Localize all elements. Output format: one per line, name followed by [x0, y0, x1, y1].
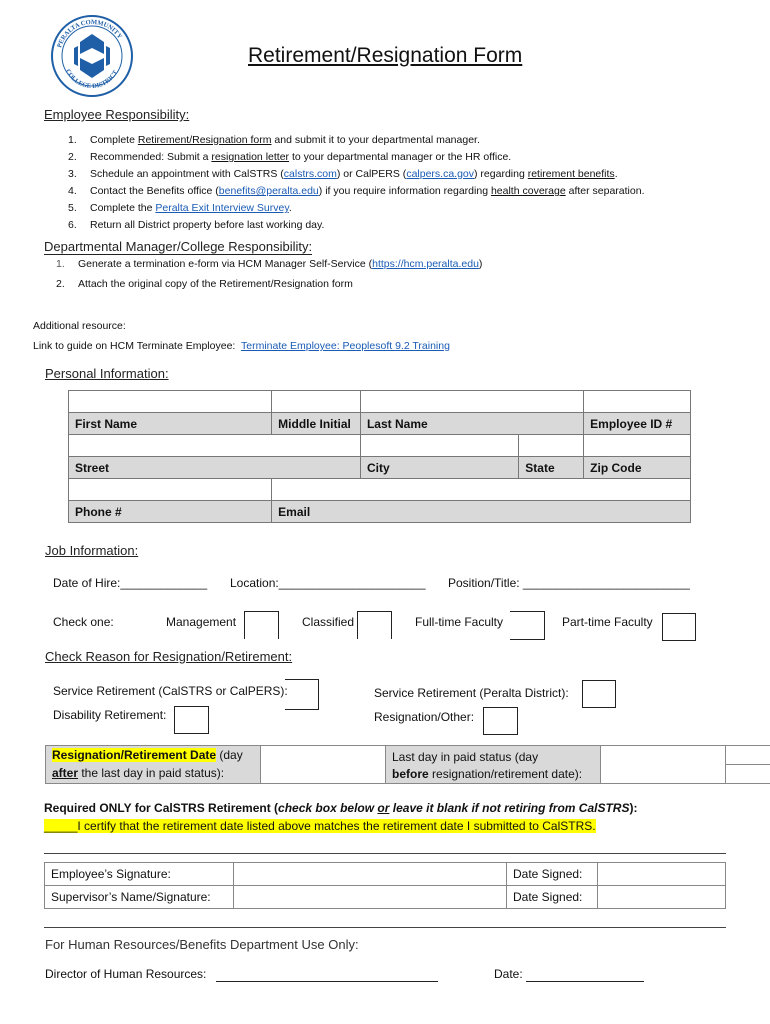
last-name-input[interactable]: [360, 391, 583, 413]
employee-date-input[interactable]: [598, 863, 726, 886]
location-field[interactable]: Location:______________________: [230, 576, 426, 590]
service-retirement-peralta-checkbox[interactable]: [582, 680, 616, 708]
employee-date-label: Date Signed:: [507, 863, 598, 886]
email-label: Email: [272, 501, 691, 523]
last-day-label-box: Last day in paid status (day before resignation/retirement date):: [385, 745, 601, 784]
personal-info-table: [68, 390, 691, 523]
disability-retirement-label: Disability Retirement:: [53, 708, 167, 722]
resignation-other-label: Resignation/Other:: [374, 710, 475, 724]
check-one-label: Check one:: [53, 615, 114, 629]
disability-retirement-checkbox[interactable]: [174, 706, 209, 734]
last-name-label: Last Name: [360, 413, 583, 435]
supervisor-signature-input[interactable]: [234, 886, 507, 909]
state-label: State: [519, 457, 584, 479]
management-checkbox[interactable]: [244, 611, 279, 639]
position-title-field[interactable]: Position/Title: _________________________: [448, 576, 690, 590]
hcm-link[interactable]: https://hcm.peralta.edu: [372, 258, 479, 270]
guide-line: Link to guide on HCM Terminate Employee: Terminate Employee: Peoplesoft 9.2 Training: [33, 340, 450, 352]
management-label: Management: [166, 615, 237, 629]
exit-survey-link[interactable]: Peralta Exit Interview Survey: [155, 202, 289, 214]
employee-responsibility-list: 1. Complete Retirement/Resignation form and submit it to your departmental manager. 2. Recommended: Submit a resignation letter to your departmental manager or the HR office. 3. Schedule an appointment with CalSTRS (calstrs.com) or CalPERS (calpers.ca.gov) regarding retirement benefits. 4. Contact the Benefits office (benefits@peralta.edu) if you require information regarding health coverage after separation. 5. Complete the Peralta Exit Interview Survey. 6. Return all District property before last working day.: [68, 134, 645, 231]
resignation-other-checkbox[interactable]: [483, 707, 518, 735]
extra-date-cell[interactable]: [725, 745, 770, 784]
supervisor-date-input[interactable]: [598, 886, 726, 909]
supervisor-date-label: Date Signed:: [507, 886, 598, 909]
employee-signature-label: Employee’s Signature:: [45, 863, 234, 886]
parttime-faculty-checkbox[interactable]: [662, 613, 696, 641]
retirement-date-input[interactable]: [260, 745, 386, 784]
svg-text:COLLEGE DISTRICT: COLLEGE DISTRICT: [64, 68, 120, 91]
fulltime-faculty-checkbox[interactable]: [510, 611, 545, 640]
first-name-label: First Name: [69, 413, 272, 435]
divider: [44, 853, 726, 854]
first-name-input[interactable]: [69, 391, 272, 413]
email-input[interactable]: [272, 479, 691, 501]
parttime-faculty-label: Part-time Faculty: [562, 615, 653, 629]
terminate-employee-guide-link[interactable]: Terminate Employee: Peoplesoft 9.2 Training: [240, 340, 450, 352]
service-retirement-calstrs-label: Service Retirement (CalSTRS or CalPERS):: [53, 684, 288, 698]
zip-code-input[interactable]: [584, 435, 691, 457]
supervisor-signature-label: Supervisor’s Name/Signature:: [45, 886, 234, 909]
hr-date-line[interactable]: [526, 981, 644, 982]
fulltime-faculty-label: Full-time Faculty: [415, 615, 504, 629]
calpers-link[interactable]: calpers.ca.gov: [406, 168, 475, 180]
employee-responsibility-heading: Employee Responsibility:: [44, 107, 190, 122]
street-label: Street: [69, 457, 361, 479]
calstrs-link[interactable]: calstrs.com: [283, 168, 337, 180]
form-title: Retirement/Resignation Form: [248, 44, 523, 67]
signature-table: [44, 862, 726, 909]
employee-id-label: Employee ID #: [584, 413, 691, 435]
middle-initial-input[interactable]: [272, 391, 361, 413]
benefits-email-link[interactable]: benefits@peralta.edu: [218, 185, 319, 197]
employee-id-input[interactable]: [584, 391, 691, 413]
svg-text:PERALTA COMMUNITY: PERALTA COMMUNITY: [56, 18, 124, 49]
additional-resource-label: Additional resource:: [33, 320, 126, 332]
divider: [44, 927, 726, 928]
phone-input[interactable]: [69, 479, 272, 501]
date-of-hire-field[interactable]: Date of Hire:_____________: [53, 576, 208, 590]
phone-label: Phone #: [69, 501, 272, 523]
calstrs-certify-line[interactable]: _____I certify that the retirement date listed above matches the retirement date I submitted to CalSTRS.: [44, 819, 596, 833]
calstrs-required-note: Required ONLY for CalSTRS Retirement (check box below or leave it blank if not retiring from CalSTRS):: [44, 801, 638, 815]
hr-use-heading: For Human Resources/Benefits Department Use Only:: [45, 937, 359, 952]
hr-date-label: Date:: [494, 967, 523, 981]
employee-signature-input[interactable]: [234, 863, 507, 886]
service-retirement-peralta-label: Service Retirement (Peralta District):: [374, 686, 569, 700]
city-label: City: [360, 457, 518, 479]
job-info-heading: Job Information:: [45, 543, 139, 558]
director-hr-label: Director of Human Resources:: [45, 967, 207, 981]
director-signature-line[interactable]: [216, 981, 438, 982]
street-input[interactable]: [69, 435, 361, 457]
personal-info-heading: Personal Information:: [45, 366, 169, 381]
peralta-logo: [50, 14, 134, 98]
retirement-date-label-box: Resignation/Retirement Date (day after the last day in paid status):: [45, 745, 261, 784]
classified-label: Classified: [302, 615, 355, 629]
last-day-input[interactable]: [600, 745, 726, 784]
middle-initial-label: Middle Initial: [272, 413, 361, 435]
manager-responsibility-heading: Departmental Manager/College Responsibility:: [44, 239, 313, 254]
zip-code-label: Zip Code: [584, 457, 691, 479]
reason-heading: Check Reason for Resignation/Retirement:: [45, 649, 293, 664]
state-input[interactable]: [519, 435, 584, 457]
city-input[interactable]: [360, 435, 518, 457]
service-retirement-calstrs-checkbox[interactable]: [285, 679, 319, 710]
classified-checkbox[interactable]: [357, 611, 392, 639]
